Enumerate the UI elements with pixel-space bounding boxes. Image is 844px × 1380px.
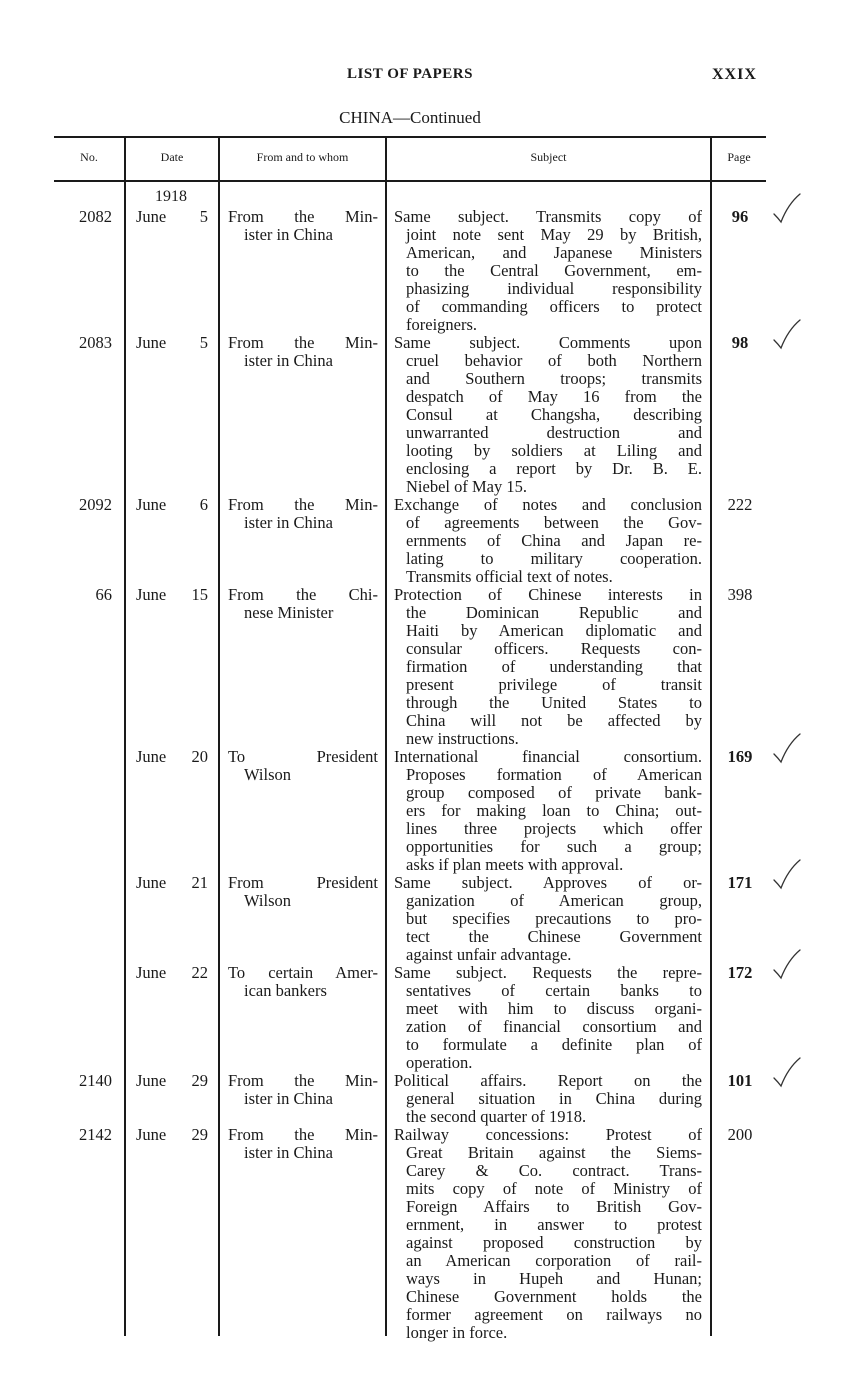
from-to-line: nese Minister [244,603,334,622]
entry-number: 2142 [79,1125,112,1144]
from-to-line: ican bankers [244,981,327,1000]
subject-line: lines three projects which offer [406,819,702,838]
subject-line: foreigners. [406,315,478,334]
entry-number: 2092 [79,495,112,514]
entry-date [136,1126,208,1144]
subject-line: against unfair advantage. [406,945,572,964]
subject-line: ways in Hupeh and Hunan; [406,1269,702,1288]
entry-page: 98 [731,333,749,352]
from-to-line: ister in China [244,225,333,244]
subject-line: consular officers. Requests con- [406,639,702,658]
entry-month: June [136,1071,167,1090]
entry-subject [394,964,702,1072]
subject-line: tect the Chinese Government [406,927,702,946]
entry-day: 5 [199,333,208,352]
entry-page: 200 [727,1125,753,1144]
from-to-line: From the Min- [228,495,378,514]
subject-line: of commanding officers to protect [406,297,702,316]
entry-day: 15 [191,585,208,604]
checkmark-icon [766,316,806,356]
entry-subject [394,1072,702,1126]
checkmark-icon [766,190,806,230]
from-to-line: From the Min- [228,333,378,352]
entry-number: 2083 [79,333,112,352]
entry-page: 101 [727,1071,753,1090]
from-to-line: From the Min- [228,1071,378,1090]
subject-line: International financial consortium. [394,747,702,766]
subject-line: asks if plan meets with approval. [406,855,624,874]
subject-line: general situation in China during [406,1089,702,1108]
subject-line: the second quarter of 1918. [406,1107,587,1126]
entry-month: June [136,333,167,352]
entry-subject [394,586,702,748]
entry-date [136,874,208,892]
table-rows [54,208,766,1342]
subject-line: unwarranted destruction and [406,423,702,442]
subject-line: American, and Japanese Ministers [406,243,702,262]
entry-subject [394,874,702,964]
from-to-line: From President [228,873,378,892]
checkmark-icon [766,1054,806,1094]
entry-subject [394,496,702,586]
subject-line: through the United States to [406,693,702,712]
subject-line: of agreements between the Gov- [406,513,702,532]
subject-line: group composed of private bank- [406,783,702,802]
subject-line: ernments of China and Japan re- [406,531,702,550]
subject-line: Haiti by American diplomatic and [406,621,702,640]
subject-line: Foreign Affairs to British Gov- [406,1197,702,1216]
subject-line: opportunities for such a group; [406,837,702,856]
subject-line: Same subject. Transmits copy of [394,207,702,226]
from-to-line: From the Chi- [228,585,378,604]
subject-line: ers for making loan to China; out- [406,801,702,820]
table-row [54,874,766,964]
running-title: LIST OF PAPERS [347,66,473,82]
section-title: CHINA—Continued [339,108,481,127]
header-no: No. [80,150,98,164]
subject-line: cruel behavior of both Northern [406,351,702,370]
subject-line: but specifies precautions to pro- [406,909,702,928]
table-row [54,964,766,1072]
entry-page: 171 [727,873,753,892]
subject-line: operation. [406,1053,473,1072]
entry-from-to [228,208,378,244]
subject-line: looting by soldiers at Liling and [406,441,702,460]
subject-line: China will not be affected by [406,711,702,730]
table-row [54,208,766,334]
subject-line: former agreement on railways no [406,1305,702,1324]
table-header-rule [54,180,766,182]
entry-month: June [136,585,167,604]
subject-line: the Dominican Republic and [406,603,702,622]
checkmark-icon [766,946,806,986]
subject-line: longer in force. [406,1323,508,1342]
header-page: Page [727,150,751,164]
subject-line: Protection of Chinese interests in [394,585,702,604]
entry-from-to [228,334,378,370]
entry-date [136,334,208,352]
subject-line: and Southern troops; transmits [406,369,702,388]
entry-date [136,964,208,982]
entry-page: 222 [727,495,753,514]
subject-line: mits copy of note of Ministry of [406,1179,702,1198]
entry-page: 398 [727,585,753,604]
subject-line: meet with him to discuss organi- [406,999,702,1018]
subject-line: Exchange of notes and conclusion [394,495,702,514]
entry-day: 6 [199,495,208,514]
entry-page: 172 [727,963,753,982]
entry-from-to [228,1126,378,1162]
from-to-line: Wilson [244,765,292,784]
from-to-line: From the Min- [228,207,378,226]
subject-line: against proposed construction by [406,1233,702,1252]
entry-number: 66 [95,585,112,604]
subject-line: lating to military cooperation. [406,549,702,568]
entry-month: June [136,207,167,226]
table-row [54,748,766,874]
checkmark-icon [766,730,806,770]
entry-day: 20 [191,747,208,766]
from-to-line: ister in China [244,1089,333,1108]
entry-from-to [228,586,378,622]
entry-day: 21 [191,873,208,892]
subject-line: Consul at Changsha, describing [406,405,702,424]
subject-line: ernment, in answer to protest [406,1215,702,1234]
subject-line: an American corporation of rail- [406,1251,702,1270]
subject-line: enclosing a report by Dr. B. E. [406,459,702,478]
subject-line: ganization of American group, [406,891,702,910]
checkmark-icon [766,856,806,896]
running-head [0,64,844,88]
subject-line: Same subject. Requests the repre- [394,963,702,982]
from-to-line: ister in China [244,1143,333,1162]
entry-date [136,208,208,226]
subject-line: despatch of May 16 from the [406,387,702,406]
subject-line: to formulate a definite plan of [406,1035,702,1054]
subject-line: sentatives of certain banks to [406,981,702,1000]
entry-month: June [136,963,167,982]
from-to-line: ister in China [244,513,333,532]
entry-day: 29 [191,1071,208,1090]
subject-line: new instructions. [406,729,519,748]
entry-from-to [228,1072,378,1108]
subject-line: zation of financial consortium and [406,1017,702,1036]
entry-from-to [228,748,378,784]
entry-month: June [136,495,167,514]
subject-line: Carey & Co. contract. Trans- [406,1161,702,1180]
entry-from-to [228,496,378,532]
subject-line: Railway concessions: Protest of [394,1125,702,1144]
entry-page: 169 [727,747,753,766]
header-subject: Subject [530,150,567,164]
subject-line: Same subject. Approves of or- [394,873,702,892]
subject-line: Chinese Government holds the [406,1287,702,1306]
subject-line: Niebel of May 15. [406,477,527,496]
entry-page: 96 [731,207,749,226]
entry-day: 5 [199,207,208,226]
entry-number: 2082 [79,207,112,226]
subject-line: joint note sent May 29 by British, [406,225,702,244]
entry-subject [394,1126,702,1342]
from-to-line: To President [228,747,378,766]
entry-month: June [136,873,167,892]
subject-line: Same subject. Comments upon [394,333,702,352]
subject-line: Political affairs. Report on the [394,1071,702,1090]
from-to-line: Wilson [244,891,292,910]
papers-table [54,136,766,1342]
table-row [54,496,766,586]
subject-line: Great Britain against the Siems- [406,1143,702,1162]
table-row [54,1072,766,1126]
entry-subject [394,334,702,496]
entry-subject [394,208,702,334]
subject-line: phasizing individual responsibility [406,279,702,298]
table-row [54,586,766,748]
entry-day: 22 [191,963,208,982]
entry-from-to [228,964,378,1000]
header-from-to: From and to whom [256,150,349,164]
entry-date [136,586,208,604]
entry-date [136,748,208,766]
table-row [54,334,766,496]
entry-month: June [136,1125,167,1144]
from-to-line: To certain Amer- [228,963,378,982]
from-to-line: From the Min- [228,1125,378,1144]
subject-line: firmation of understanding that [406,657,702,676]
entry-subject [394,748,702,874]
subject-line: Proposes formation of American [406,765,702,784]
entry-date [136,496,208,514]
year-label: 1918 [155,188,187,205]
subject-line: present privilege of transit [406,675,702,694]
page-folio: XXIX [712,66,757,83]
subject-line: to the Central Government, em- [406,261,702,280]
entry-number: 2140 [79,1071,112,1090]
table-top-rule [54,136,766,138]
subject-line: Transmits official text of notes. [406,567,613,586]
entry-day: 29 [191,1125,208,1144]
entry-from-to [228,874,378,910]
entry-date [136,1072,208,1090]
table-row [54,1126,766,1342]
from-to-line: ister in China [244,351,333,370]
entry-month: June [136,747,167,766]
header-date: Date [160,150,184,164]
